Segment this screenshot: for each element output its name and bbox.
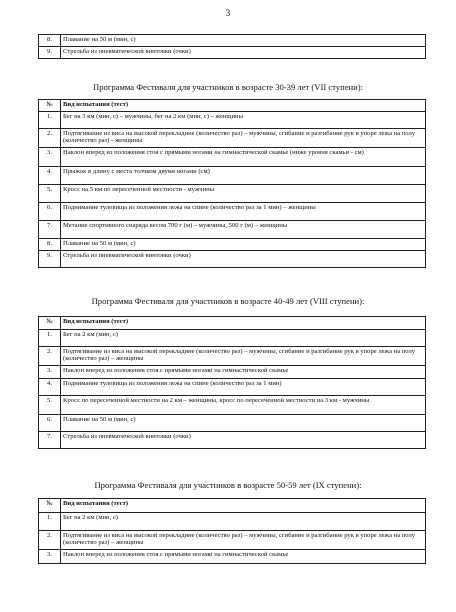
row-test: Поднимание туловища из положения лежа на спине (количество раз за 1 мин) – женщины	[61, 203, 426, 221]
row-number: 7.	[39, 221, 61, 239]
table-row	[39, 432, 426, 449]
row-test: Стрельба из пневматической винтовки (очки)	[61, 251, 426, 268]
row-number: 2.	[39, 129, 61, 148]
row-number: 3.	[39, 550, 61, 564]
row-test: Кросс на 5 км по пересеченной местности - мужчины	[61, 185, 426, 203]
table-row	[39, 129, 426, 148]
row-test: Наклон вперед из положения стоя с прямыми ногами на гимнастической скамье	[61, 366, 426, 379]
row-number: 5.	[39, 185, 61, 203]
table-row	[39, 239, 426, 251]
section-heading-viii: Программа Фестиваля для участников в возрасте 40-49 лет (VIII ступени):	[91, 296, 365, 306]
header-test: Вид испытания (тест)	[61, 317, 426, 330]
row-number: 6.	[39, 203, 61, 221]
row-number: 9.	[39, 251, 61, 268]
table-row	[39, 330, 426, 347]
row-test: Метание спортивного снаряда весом 700 г (м) – мужчины, 500 г (м) – женщины	[61, 221, 426, 239]
row-number: 8.	[39, 35, 61, 47]
header-number: №	[39, 317, 61, 330]
table-row	[39, 513, 426, 531]
page-number: 3	[225, 8, 231, 18]
row-test: Стрельба из пневматической винтовки (очки)	[61, 47, 426, 59]
table-row	[39, 396, 426, 415]
table-row	[39, 347, 426, 366]
table-header-row	[39, 499, 426, 513]
row-test: Наклон вперед из положения стоя с прямыми ногами на гимнастической скамье (ниже уровня скамьи - см)	[61, 148, 426, 167]
row-test: Поднимание туловища из положения лежа на спине (количество раз за 1 мин)	[61, 379, 426, 396]
row-test: Подтягивание из виса на высокой перекладине (количество раз) – мужчины, сгибание и разгибание рук в упоре лежа на полу (количество раз) – женщины	[61, 531, 426, 550]
row-number: 4.	[39, 167, 61, 185]
row-test: Кросс по пересеченной местности на 2 км – женщины, кросс по пересеченной местности на 3 км - мужчины	[61, 396, 426, 415]
table-row	[39, 251, 426, 268]
row-number: 5.	[39, 396, 61, 415]
row-test: Стрельба из пневматической винтовки (очки)	[61, 432, 426, 449]
row-test: Подтягивание из виса на высокой перекладине (количество раз) – мужчины, сгибание и разгибание рук в упоре лежа на полу (количество раз) - женщины	[61, 129, 426, 148]
tests-table-continued	[38, 34, 426, 59]
header-test: Вид испытания (тест)	[61, 499, 426, 513]
tests-table-vii	[38, 99, 426, 268]
table-header-row	[39, 100, 426, 112]
table-row	[39, 203, 426, 221]
table-row	[39, 366, 426, 379]
section-heading-vii: Программа Фестиваля для участников в возрасте 30-39 лет (VII ступени):	[93, 82, 363, 92]
row-test: Подтягивание из виса на высокой перекладине (количество раз) – мужчины, сгибание и разгибание рук в упоре лежа на полу (количество раз) – женщины	[61, 347, 426, 366]
table-row	[39, 379, 426, 396]
row-number: 6.	[39, 415, 61, 432]
header-number: №	[39, 100, 61, 112]
table-row	[39, 112, 426, 129]
row-test: Плавание на 50 м (мин, с)	[61, 35, 426, 47]
row-number: 3.	[39, 148, 61, 167]
header-test: Вид испытания (тест)	[61, 100, 426, 112]
row-number: 8.	[39, 239, 61, 251]
row-number: 7.	[39, 432, 61, 449]
row-test: Плавание на 50 м (мин, с)	[61, 415, 426, 432]
section-heading-ix: Программа Фестиваля для участников в возрасте 50-59 лет (IX ступени):	[94, 480, 362, 490]
row-number: 1.	[39, 112, 61, 129]
row-number: 2.	[39, 531, 61, 550]
table-row	[39, 550, 426, 564]
row-test: Прыжок в длину с места толчком двумя ногами (см)	[61, 167, 426, 185]
table-row	[39, 47, 426, 59]
table-row	[39, 185, 426, 203]
row-test: Бег на 3 км (мин, с) – мужчины, бег на 2 км (мин, с) – женщины	[61, 112, 426, 129]
table-row	[39, 148, 426, 167]
tests-table-ix	[38, 498, 426, 564]
table-row	[39, 415, 426, 432]
table-row	[39, 167, 426, 185]
table-header-row	[39, 317, 426, 330]
row-number: 9.	[39, 47, 61, 59]
row-test: Бег на 2 км (мин, с)	[61, 330, 426, 347]
tests-table-viii	[38, 316, 426, 449]
table-row	[39, 531, 426, 550]
row-number: 2.	[39, 347, 61, 366]
row-number: 3.	[39, 366, 61, 379]
row-test: Плавание на 50 м (мин, с)	[61, 239, 426, 251]
header-number: №	[39, 499, 61, 513]
table-row	[39, 221, 426, 239]
row-number: 1.	[39, 513, 61, 531]
row-number: 4.	[39, 379, 61, 396]
row-number: 1.	[39, 330, 61, 347]
row-test: Бег на 2 км (мин, с)	[61, 513, 426, 531]
table-row	[39, 35, 426, 47]
row-test: Наклон вперед из положения стоя с прямыми ногами на гимнастической скамье	[61, 550, 426, 564]
